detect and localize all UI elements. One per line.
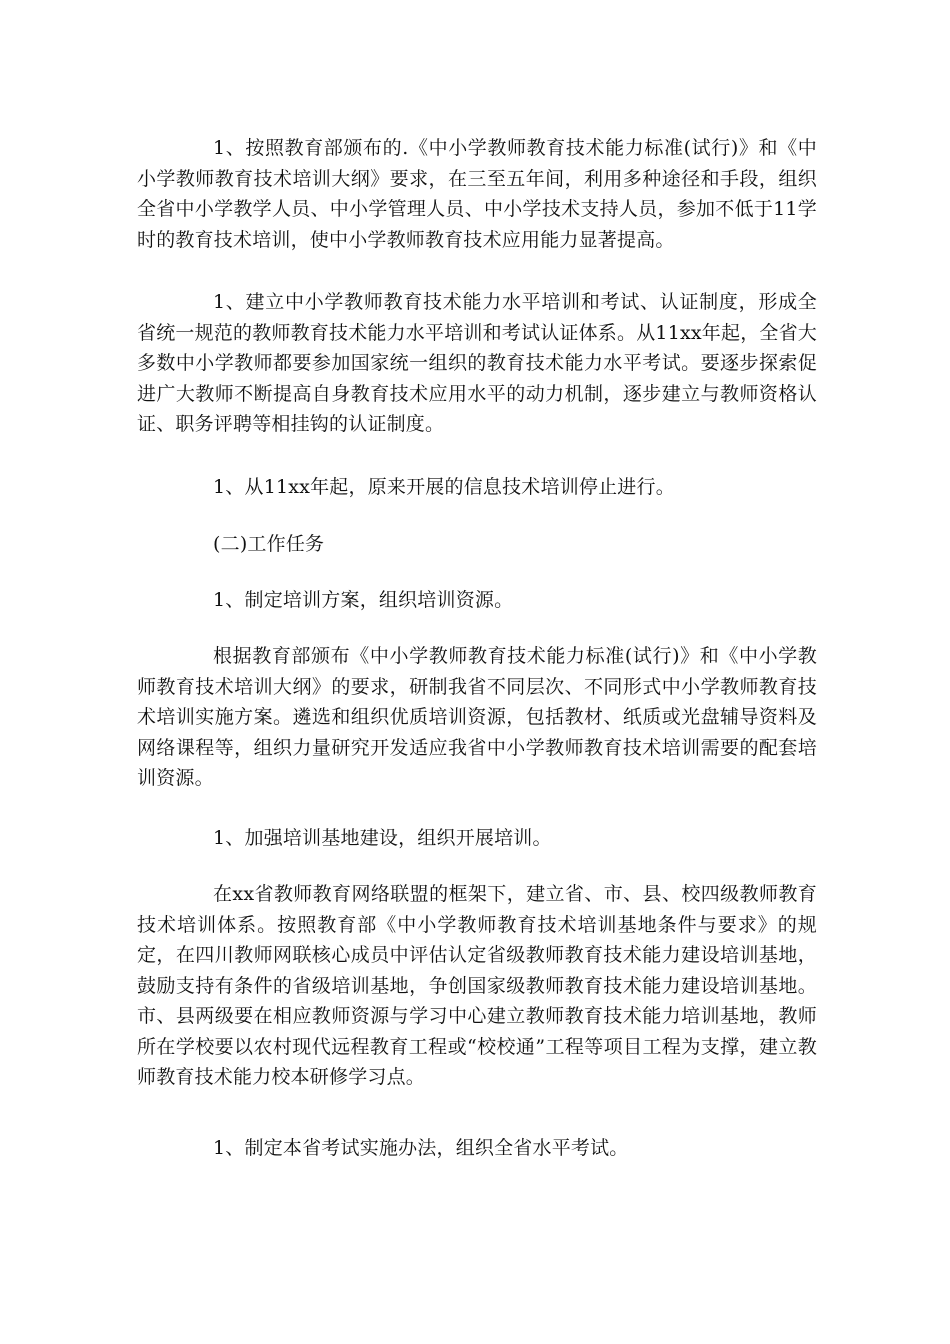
paragraph-certification-system: 1、建立中小学教师教育技术能力水平培训和考试、认证制度，形成全省统一规范的教师教育技术能力水平培训和考试认证体系。从11xx年起，全省大多数中小学教师都要参加国家统一组织的教育技术能力水平考试。要逐步探索促进广大教师不断提高自身教育技术应用水平的动力机制，逐步建立与教师资格认证、职务评聘等相挂钩的认证制度。 [137,291,818,435]
section-heading-work-tasks: (二)工作任务 [213,533,325,555]
paragraph-training-base-body: 在xx省教师教育网络联盟的框架下，建立省、市、县、校四级教师教育技术培训体系。按照教育部《中小学教师教育技术培训基地条件与要求》的规定，在四川教师网联核心成员中评估认定省级教师教育技术能力建设培训基地，鼓励支持有条件的省级培训基地，争创国家级教师教育技术能力建设培训基地。市、县两级要在相应教师资源与学习中心建立教师教育技术能力培训基地，教师所在学校要以农村现代远程教育工程或“校校通”工程等项目工程为支撑，建立教师教育技术能力校本研修学习点。 [137,883,817,1088]
paragraph-goal-standards: 1、按照教育部颁布的.《中小学教师教育技术能力标准(试行)》和《中小学教师教育技术培训大纲》要求，在三至五年间，利用多种途径和手段，组织全省中小学教学人员、中小学管理人员、中小学技术支持人员，参加不低于11学时的教育技术培训，使中小学教师教育技术应用能力显著提高。 [137,137,817,251]
task-heading-exam-measures: 1、制定本省考试实施办法，组织全省水平考试。 [213,1137,629,1159]
paragraph-stop-it-training: 1、从11xx年起，原来开展的信息技术培训停止进行。 [213,476,675,498]
paragraph-training-plan-body: 根据教育部颁布《中小学教师教育技术能力标准(试行)》和《中小学教师教育技术培训大纲》的要求，研制我省不同层次、不同形式中小学教师教育技术培训实施方案。遴选和组织优质培训资源，包括教材、纸质或光盘辅导资料及网络课程等，组织力量研究开发适应我省中小学教师教育技术培训需要的配套培训资源。 [137,645,817,789]
task-heading-training-base: 1、加强培训基地建设，组织开展培训。 [213,827,552,849]
task-heading-training-plan: 1、制定培训方案，组织培训资源。 [213,589,514,611]
